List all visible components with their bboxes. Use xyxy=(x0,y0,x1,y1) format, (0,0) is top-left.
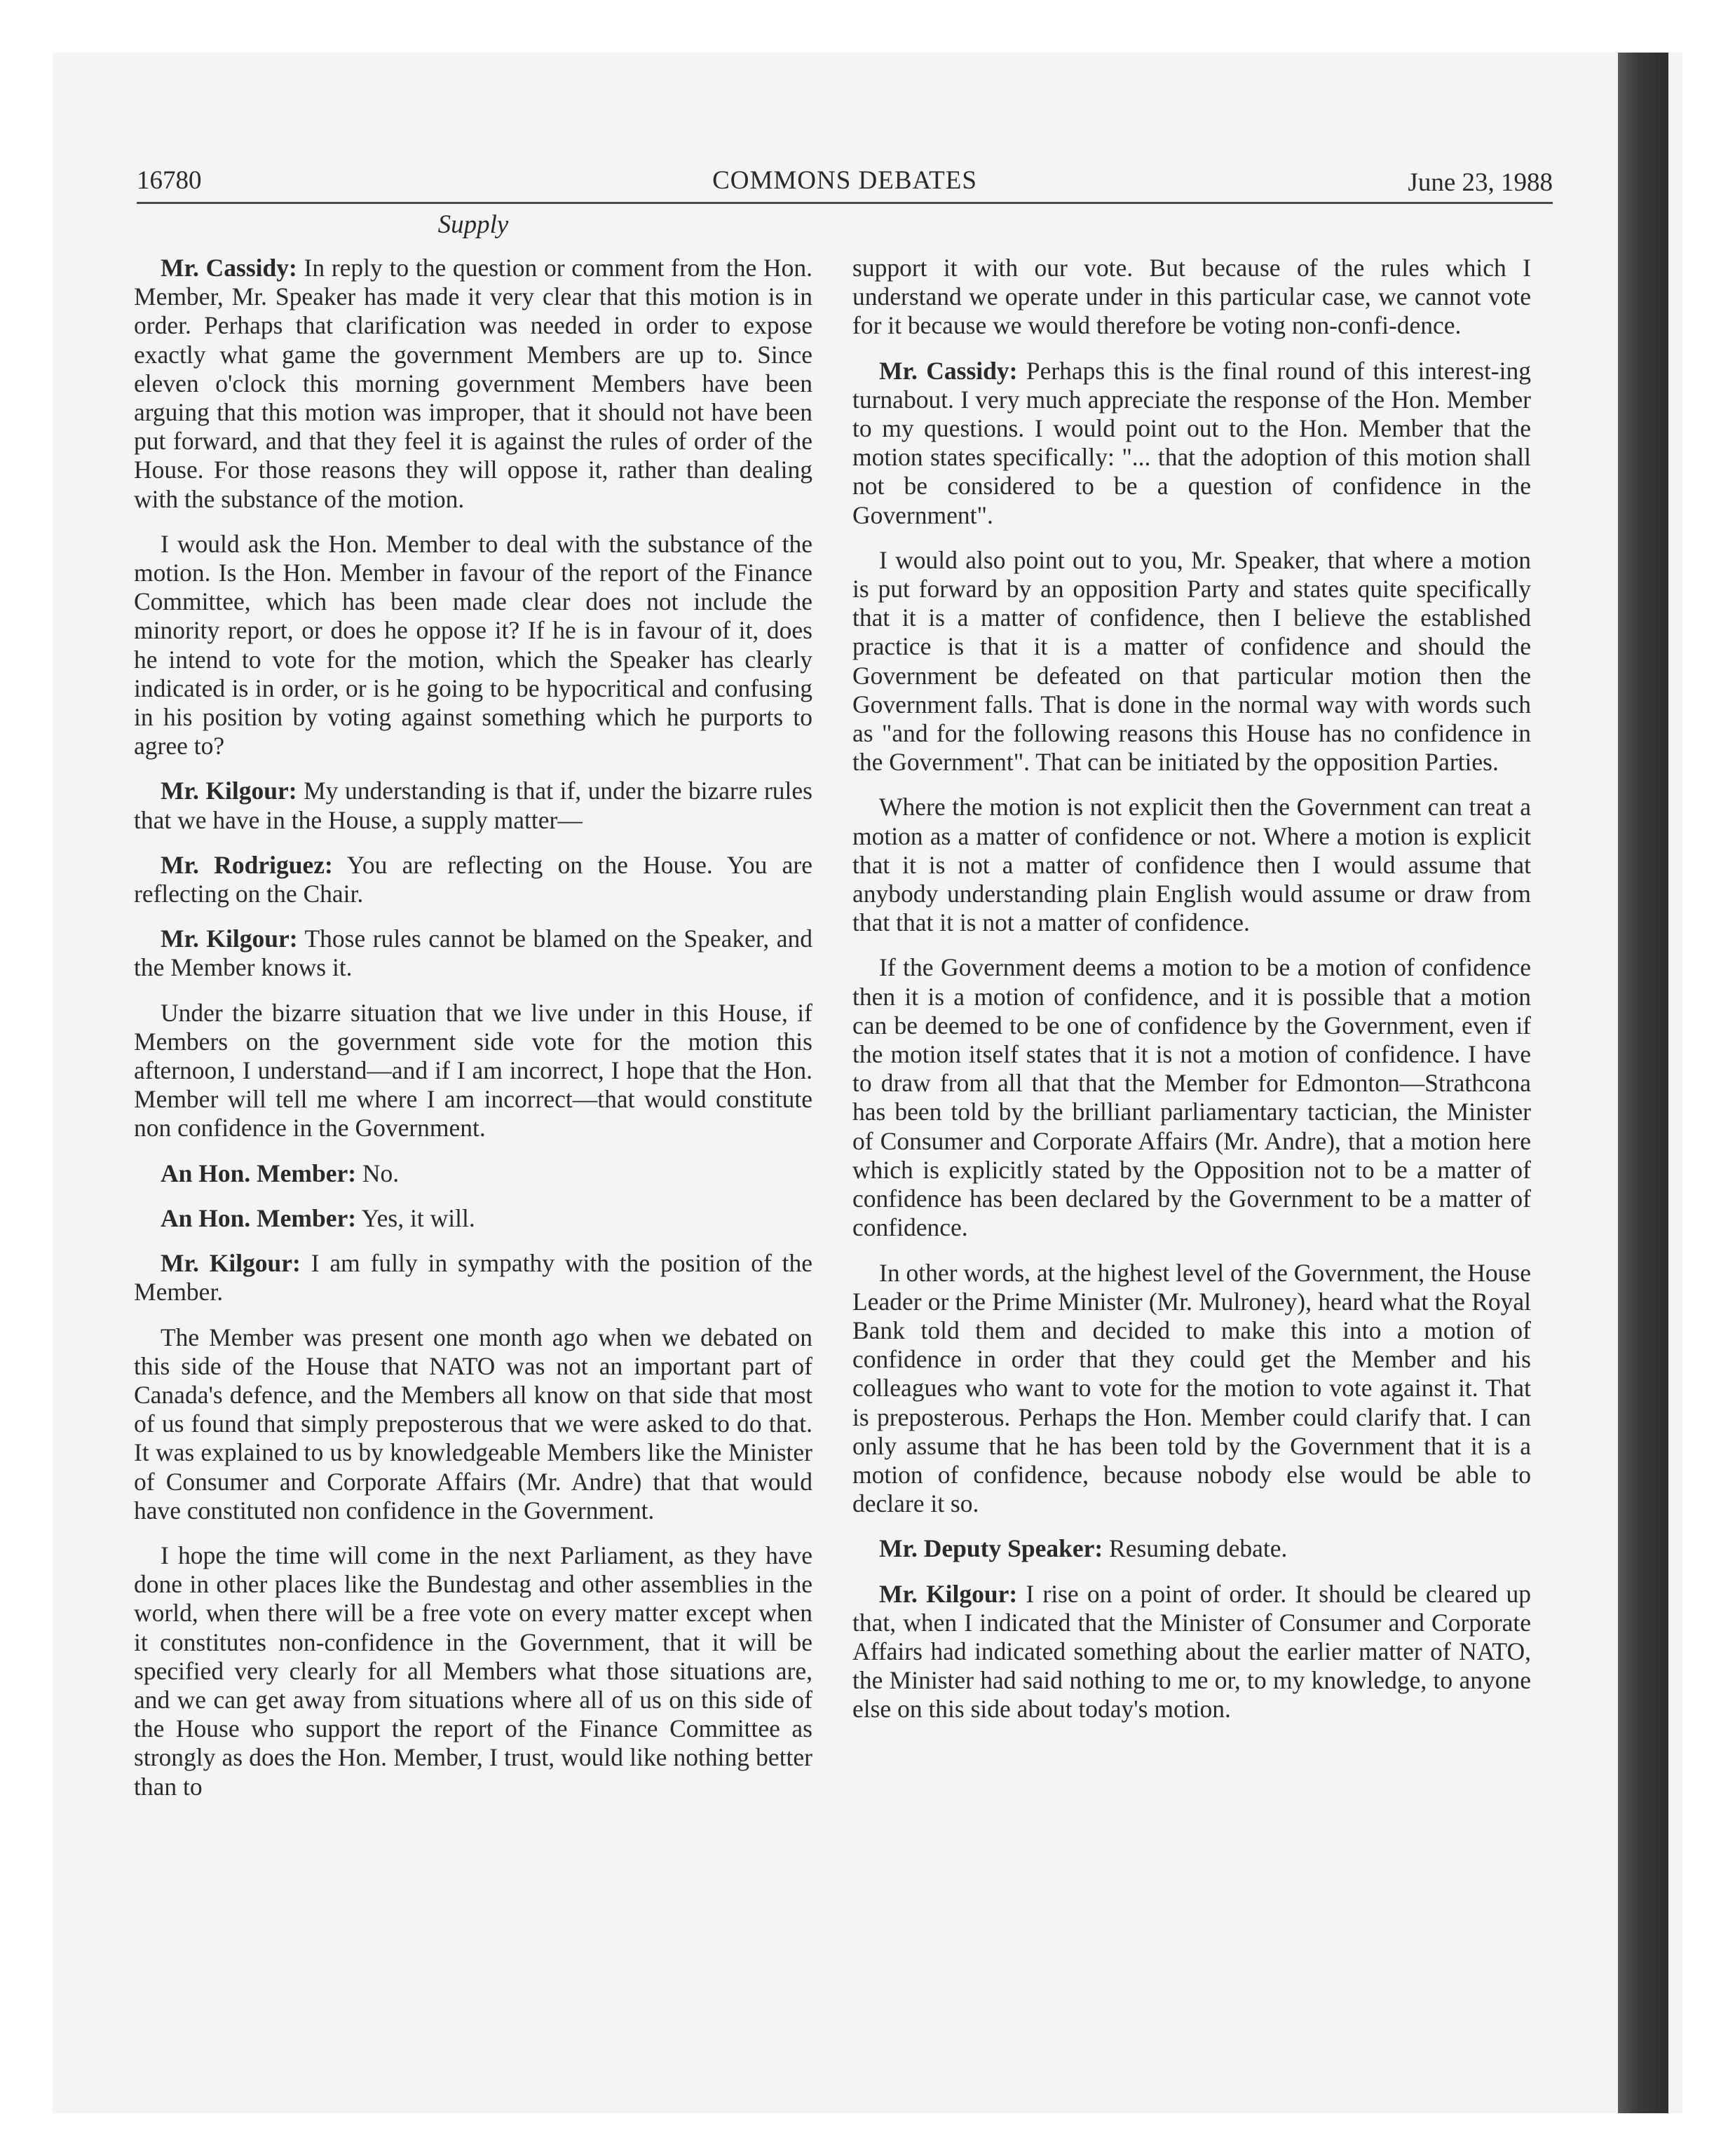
paragraph xyxy=(852,254,1531,341)
paragraph-text: In reply to the question or comment from the Hon. Member, Mr. Speaker has made it very clear that this motion is in order. Perhaps that clarification was needed in order to expose exactly what game the government Members are up to. Since eleven o'clock this morning government Members have been arguing that this motion was improper, that it should not have been put forward, and that they feel it is against the rules of order of the House. For those reasons they will oppose it, rather than dealing with the substance of the motion. xyxy=(134,254,812,513)
paragraph-text: No. xyxy=(356,1159,400,1187)
paragraph xyxy=(852,1259,1531,1519)
paragraph-text: Where the motion is not explicit then the Government can treat a motion as a matter of confidence or not. Where a motion is explicit that it is not a matter of confidence then I would assume that anybody understanding plain English would assume or draw from that that it is not a matter of confidence. xyxy=(852,793,1531,937)
paragraph-text: The Member was present one month ago when we debated on this side of the House that NATO was not an important part of Canada's defence, and the Members all know on that side that most of us found that simply preposterous that we were asked to do that. It was explained to us by knowledgeable Members like the Minister of Consumer and Corporate Affairs (Mr. Andre) that that would have constituted non confidence in the Government. xyxy=(134,1323,812,1524)
paragraph xyxy=(134,1249,812,1306)
paragraph xyxy=(852,546,1531,777)
speaker-name: Mr. Cassidy: xyxy=(161,254,297,282)
paragraph-text: I am fully in sympathy with the position of the Member. xyxy=(134,1249,812,1306)
speaker-name: Mr. Deputy Speaker: xyxy=(879,1534,1103,1563)
paragraph xyxy=(134,1541,812,1801)
paragraph-text: You are reflecting on the House. You are reflecting on the Chair. xyxy=(134,850,812,908)
paragraph-text: Yes, it will. xyxy=(356,1203,475,1232)
right-column xyxy=(852,254,1531,1740)
page-number: 16780 xyxy=(137,166,202,195)
speaker-name: Mr. Kilgour: xyxy=(161,777,297,805)
running-header xyxy=(137,160,1553,204)
paragraph xyxy=(852,1580,1531,1724)
paragraph xyxy=(134,530,812,761)
speaker-name: Mr. Kilgour: xyxy=(161,1249,301,1278)
paragraph xyxy=(134,851,812,908)
paragraph-text: Perhaps this is the final round of this interest-ing turnabout. I very much appreciate the response of the Hon. Member to my questions. I would point out to the Hon. Member that the motion states specifically: "... that the adoption of this motion shall not be considered to be a question of confidence in the Government". xyxy=(852,356,1531,529)
paragraph-text: I hope the time will come in the next Parliament, as they have done in other places like the Bundestag and other assemblies in the world, when there will be a free vote on every matter except when it constitutes non-confidence in the Government, that it will be specified very clearly for all Members what those situations are, and we can get away from situations where all of us on this side of the House who support the report of the Finance Committee as strongly as does the Hon. Member, I trust, would like nothing better than to xyxy=(134,1541,812,1801)
paragraph-text: I would ask the Hon. Member to deal with the substance of the motion. Is the Hon. Member in favour of the report of the Finance Committee, which has been made clear does not include the minority report, or does he oppose it? If he is in favour of it, does he intend to vote for the motion, which the Speaker has clearly indicated is in order, or is he going to be hypocritical and confusing in his position by voting against something which he purports to agree to? xyxy=(134,529,812,760)
paragraph xyxy=(134,925,812,982)
paragraph xyxy=(134,1204,812,1233)
paragraph xyxy=(134,777,812,834)
paragraph xyxy=(852,1534,1531,1563)
paragraph xyxy=(852,357,1531,530)
paragraph-text: Those rules cannot be blamed on the Speaker, and the Member knows it. xyxy=(134,925,812,982)
speaker-name: An Hon. Member: xyxy=(161,1159,357,1187)
publication-title: COMMONS DEBATES xyxy=(712,166,977,195)
paragraph xyxy=(852,793,1531,937)
paragraph xyxy=(134,254,812,514)
paragraph-text: My understanding is that if, under the bizarre rules that we have in the House, a supply matter— xyxy=(134,777,812,834)
speaker-name: Mr. Cassidy: xyxy=(879,356,1018,385)
paragraph-text: Under the bizarre situation that we live under in this House, if Members on the government side vote for the motion this afternoon, I understand—and if I am incorrect, I hope that the Hon. Member will tell me where I am incorrect—that would constitute non confidence in the Government. xyxy=(134,998,812,1142)
paragraph xyxy=(134,1323,812,1525)
paragraph-text: If the Government deems a motion to be a motion of confidence then it is a motion of confidence, and it is possible that a motion can be deemed to be one of confidence by the Government, even if the motion itself states that it is not a motion of confidence. I have to draw from all that that the Member for Edmonton—Strathcona has been told by the brilliant parliamentary tactician, the Minister of Consumer and Corporate Affairs (Mr. Andre), that a motion here which is explicitly stated by the Opposition not to be a matter of confidence has been declared by the Government to be a matter of confidence. xyxy=(852,953,1531,1242)
paragraph-text: In other words, at the highest level of the Government, the House Leader or the Prime Minister (Mr. Mulroney), heard what the Royal Bank told them and decided to make this into a motion of confidence in order that they could get the Member and his colleagues who want to vote for the motion to vote against it. That is preposterous. Perhaps the Hon. Member could clarify that. I can only assume that he has been told by the Government that it is a motion of confidence, because nobody else would be able to declare it so. xyxy=(852,1258,1531,1518)
speaker-name: Mr. Kilgour: xyxy=(161,925,298,953)
left-column xyxy=(134,254,812,1817)
paragraph-text: I would also point out to you, Mr. Speaker, that where a motion is put forward by an opposition Party and states quite specifically that it is a matter of confidence, then I believe the established practice is that it is a matter of confidence and should the Government be defeated on that particular motion then the Government falls. That is done in the normal way with words such as "and for the following reasons this House has no confidence in the Government". That can be initiated by the opposition Parties. xyxy=(852,545,1531,777)
scan-edge-shadow xyxy=(1618,53,1668,2113)
speaker-name: Mr. Kilgour: xyxy=(879,1579,1018,1608)
speaker-name: Mr. Rodriguez: xyxy=(161,850,333,879)
speaker-name: An Hon. Member: xyxy=(161,1203,357,1232)
paragraph xyxy=(852,953,1531,1242)
paragraph xyxy=(134,999,812,1143)
paragraph-text: Resuming debate. xyxy=(1103,1534,1288,1563)
section-heading: Supply xyxy=(437,210,509,239)
paragraph-text: I rise on a point of order. It should be cleared up that, when I indicated that the Minister of Consumer and Corporate Affairs had indicated something about the earlier matter of NATO, the Minister had said nothing to me or, to my knowledge, to anyone else on this side about today's motion. xyxy=(852,1579,1531,1724)
paragraph-text: support it with our vote. But because of the rules which I understand we operate under in this particular case, we cannot vote for it because we would therefore be voting non-confi-dence. xyxy=(852,254,1531,340)
paragraph xyxy=(134,1159,812,1188)
page-date: June 23, 1988 xyxy=(1408,168,1553,197)
